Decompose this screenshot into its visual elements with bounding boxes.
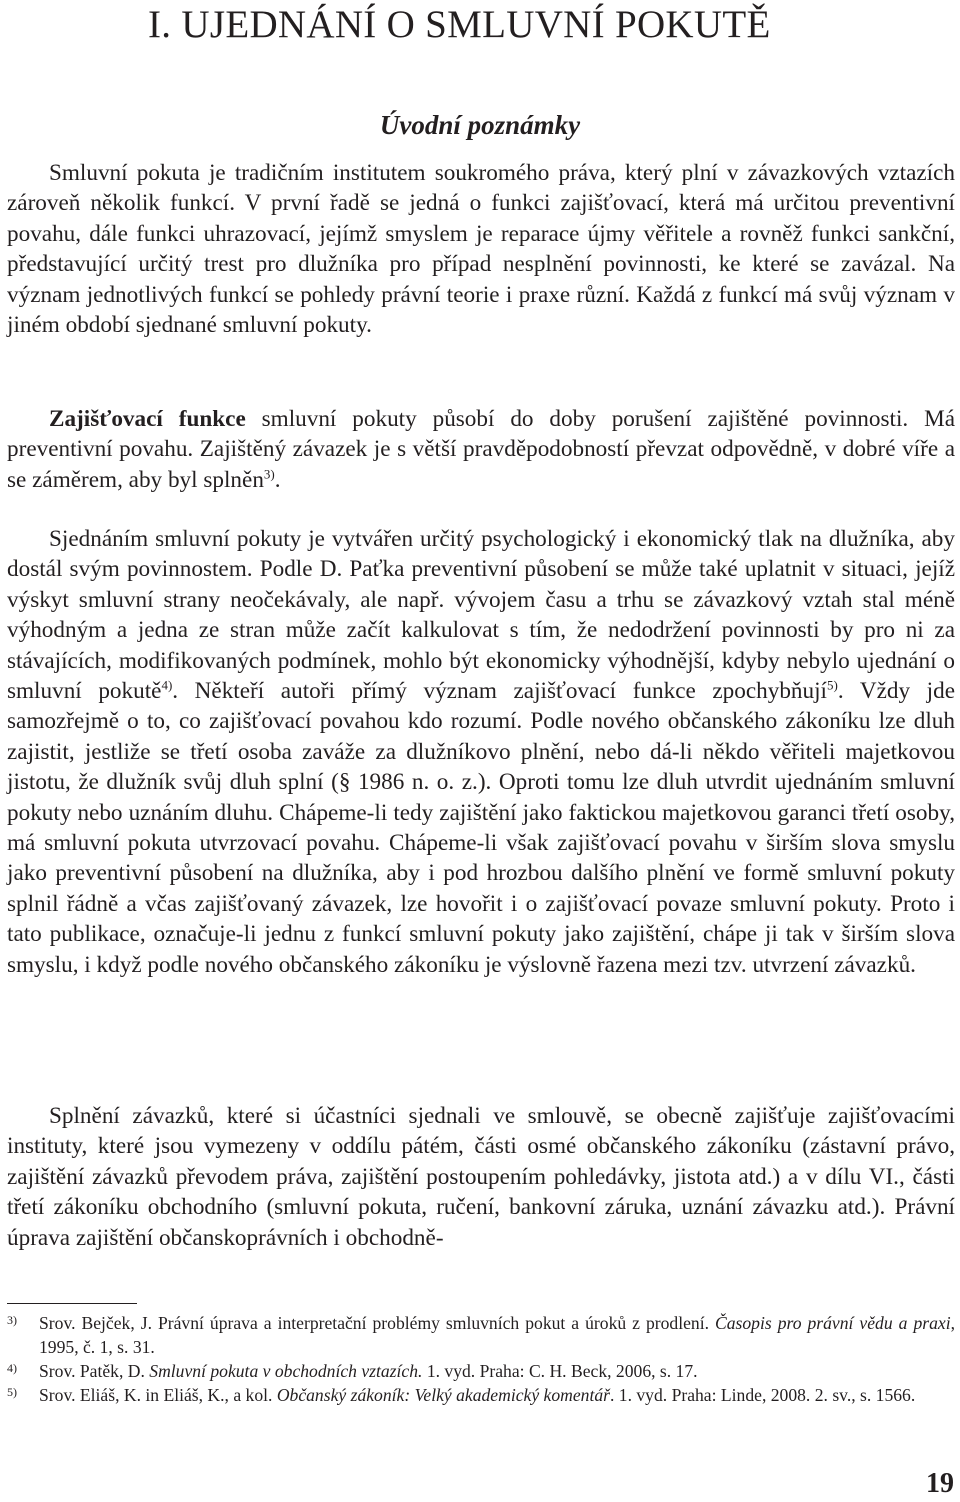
footnote-4 [7, 1359, 955, 1383]
footnote-text: Srov. Patěk, D. [39, 1361, 150, 1381]
footnote-text: Srov. Bejček, J. Právní úprava a interpretační problémy smluvních pokut a úroků z prodlení. [39, 1313, 715, 1333]
footnote-divider [7, 1303, 137, 1304]
term-security-function: Zajišťovací funkce [49, 406, 246, 432]
paragraph-intro: Smluvní pokuta je tradičním institutem soukromého práva, který plní v závazkových vztazích zároveň několik funkcí. V první řadě se jedná o funkci zajišťovací, která má určitou preventivní povahu, dále funkci uhrazovací, jejímž smyslem je reparace újmy věřitele a rovněž funkci sankční, představující určitý trest pro dlužníka pro případ nesplnění povinnosti, ke které se zavázal. Na význam jednotlivých funkcí se pohledy právní teorie i praxe různí. Každá z funkcí má svůj význam v jiném období sjednané smluvní pokuty. [7, 160, 955, 339]
paragraph-text: Sjednáním smluvní pokuty je vytvářen určitý psychologický i ekonomický tlak na dlužníka, aby dostál svým povinnostem. Podle D. Paťka preventivní působení se může také uplatnit v situaci, jejíž výskyt smluvní strany neočekávaly, ale např. vývojem času a trhu se závazkový vztah stal méně výhodným a jedna ze stran může začít kalkulovat s tím, že nedodržení povinnosti by pro ni za stávajících, modifikovaných podmínek, mohlo být ekonomicky výhodnější, kdyby nebylo ujednání o smluvní pokutě [7, 526, 955, 705]
paragraph-security-function [7, 404, 955, 495]
footnote-number: 5) [7, 1385, 17, 1399]
paragraph-performance: Splnění závazků, které si účastníci sjednali ve smlouvě, se obecně zajišťuje zajišťovacími instituty, které jsou vymezeny v oddílu pátém, části osmé občanského zákoníku (zástavní právo, zajištění závazků převodem práva, zajištění postoupením pohledávky, jistota atd.) a v dílu VI., části třetí zákoníku obchodního (smluvní pokuta, ručení, bankovní záruka, uznání závazku atd.). Právní úprava zajištění občanskoprávních i obchodně- [7, 1103, 955, 1251]
section-title: Úvodní poznámky [379, 110, 581, 140]
footnote-3 [7, 1311, 955, 1359]
page-number: 19 [926, 1468, 954, 1499]
paragraph-text: smluvní pokuty působí do doby porušení zajištěné povinnosti. Má preventivní povahu. Zajištěný závazek je s větší pravděpodobností převzat odpovědně, v dobré víře a se záměrem, aby byl splněn [7, 406, 956, 493]
paragraph-end: . [274, 466, 281, 493]
footnote-number: 4) [7, 1361, 17, 1375]
footnote-ref-5[interactable]: 5) [827, 677, 838, 693]
footnote-ref-4[interactable]: 4) [161, 677, 173, 693]
footnote-text: , 1995, č. 1, s. 31. [39, 1313, 955, 1357]
footnote-title: Smluvní pokuta v obchodních vztazích. [149, 1361, 423, 1381]
paragraph-text: . Vždy jde samozřejmě o to, co zajišťovací povahou kdo rozumí. Podle nového občanského zákoníku lze dluh zajistit, jestliže se třetí osoba zaváže za dlužníkovo plnění, nebo dá-li někdo věřiteli majetkovou jistotu, že dlužník svůj dluh splní (§ 1986 n. o. z.). Oproti tomu lze dluh utvrdit ujednáním smluvní pokuty nebo uznáním dluhu. Chápeme-li tedy zajištění jako faktickou majetkovou garanci třetí osoby, má smluvní pokuta utvrzovací povahu. Chápeme-li však zajišťovací povahu v širším slova smyslu jako preventivní působení na dlužníka, aby i pod hrozbou dalšího plnění ve formě smluvní pokuty splnil řádně a včas zajišťovaný závazek, lze hovořit i o zajišťovací povaze smluvní pokuty. Proto i tato publikace, označuje-li jednu z funkcí smluvní pokuty jako zajištění, chápe ji tak v širším slova smyslu, i když podle nového občanského zákoníku je výslovně řazena mezi tzv. utvrzení závazků. [7, 678, 955, 978]
paragraph-text: . Někteří autoři přímý význam zajišťovací funkce zpochybňují [172, 678, 828, 705]
footnote-text: 1. vyd. Praha: C. H. Beck, 2006, s. 17. [422, 1361, 698, 1381]
footnote-ref-3[interactable]: 3) [263, 466, 275, 482]
footnote-number: 3) [7, 1313, 17, 1327]
footnotes [7, 1311, 955, 1407]
chapter-title: I. UJEDNÁNÍ O SMLUVNÍ POKUTĚ [148, 3, 771, 46]
footnote-text: . 1. vyd. Praha: Linde, 2008. 2. sv., s. 1566. [609, 1385, 916, 1405]
footnote-5 [7, 1383, 955, 1407]
footnote-title: Časopis pro právní vědu a praxi [715, 1313, 951, 1333]
footnote-title: Občanský zákoník: Velký akademický komentář [276, 1385, 610, 1405]
footnote-text: Srov. Eliáš, K. in Eliáš, K., a kol. [39, 1385, 277, 1405]
paragraph-prevention [7, 524, 955, 980]
